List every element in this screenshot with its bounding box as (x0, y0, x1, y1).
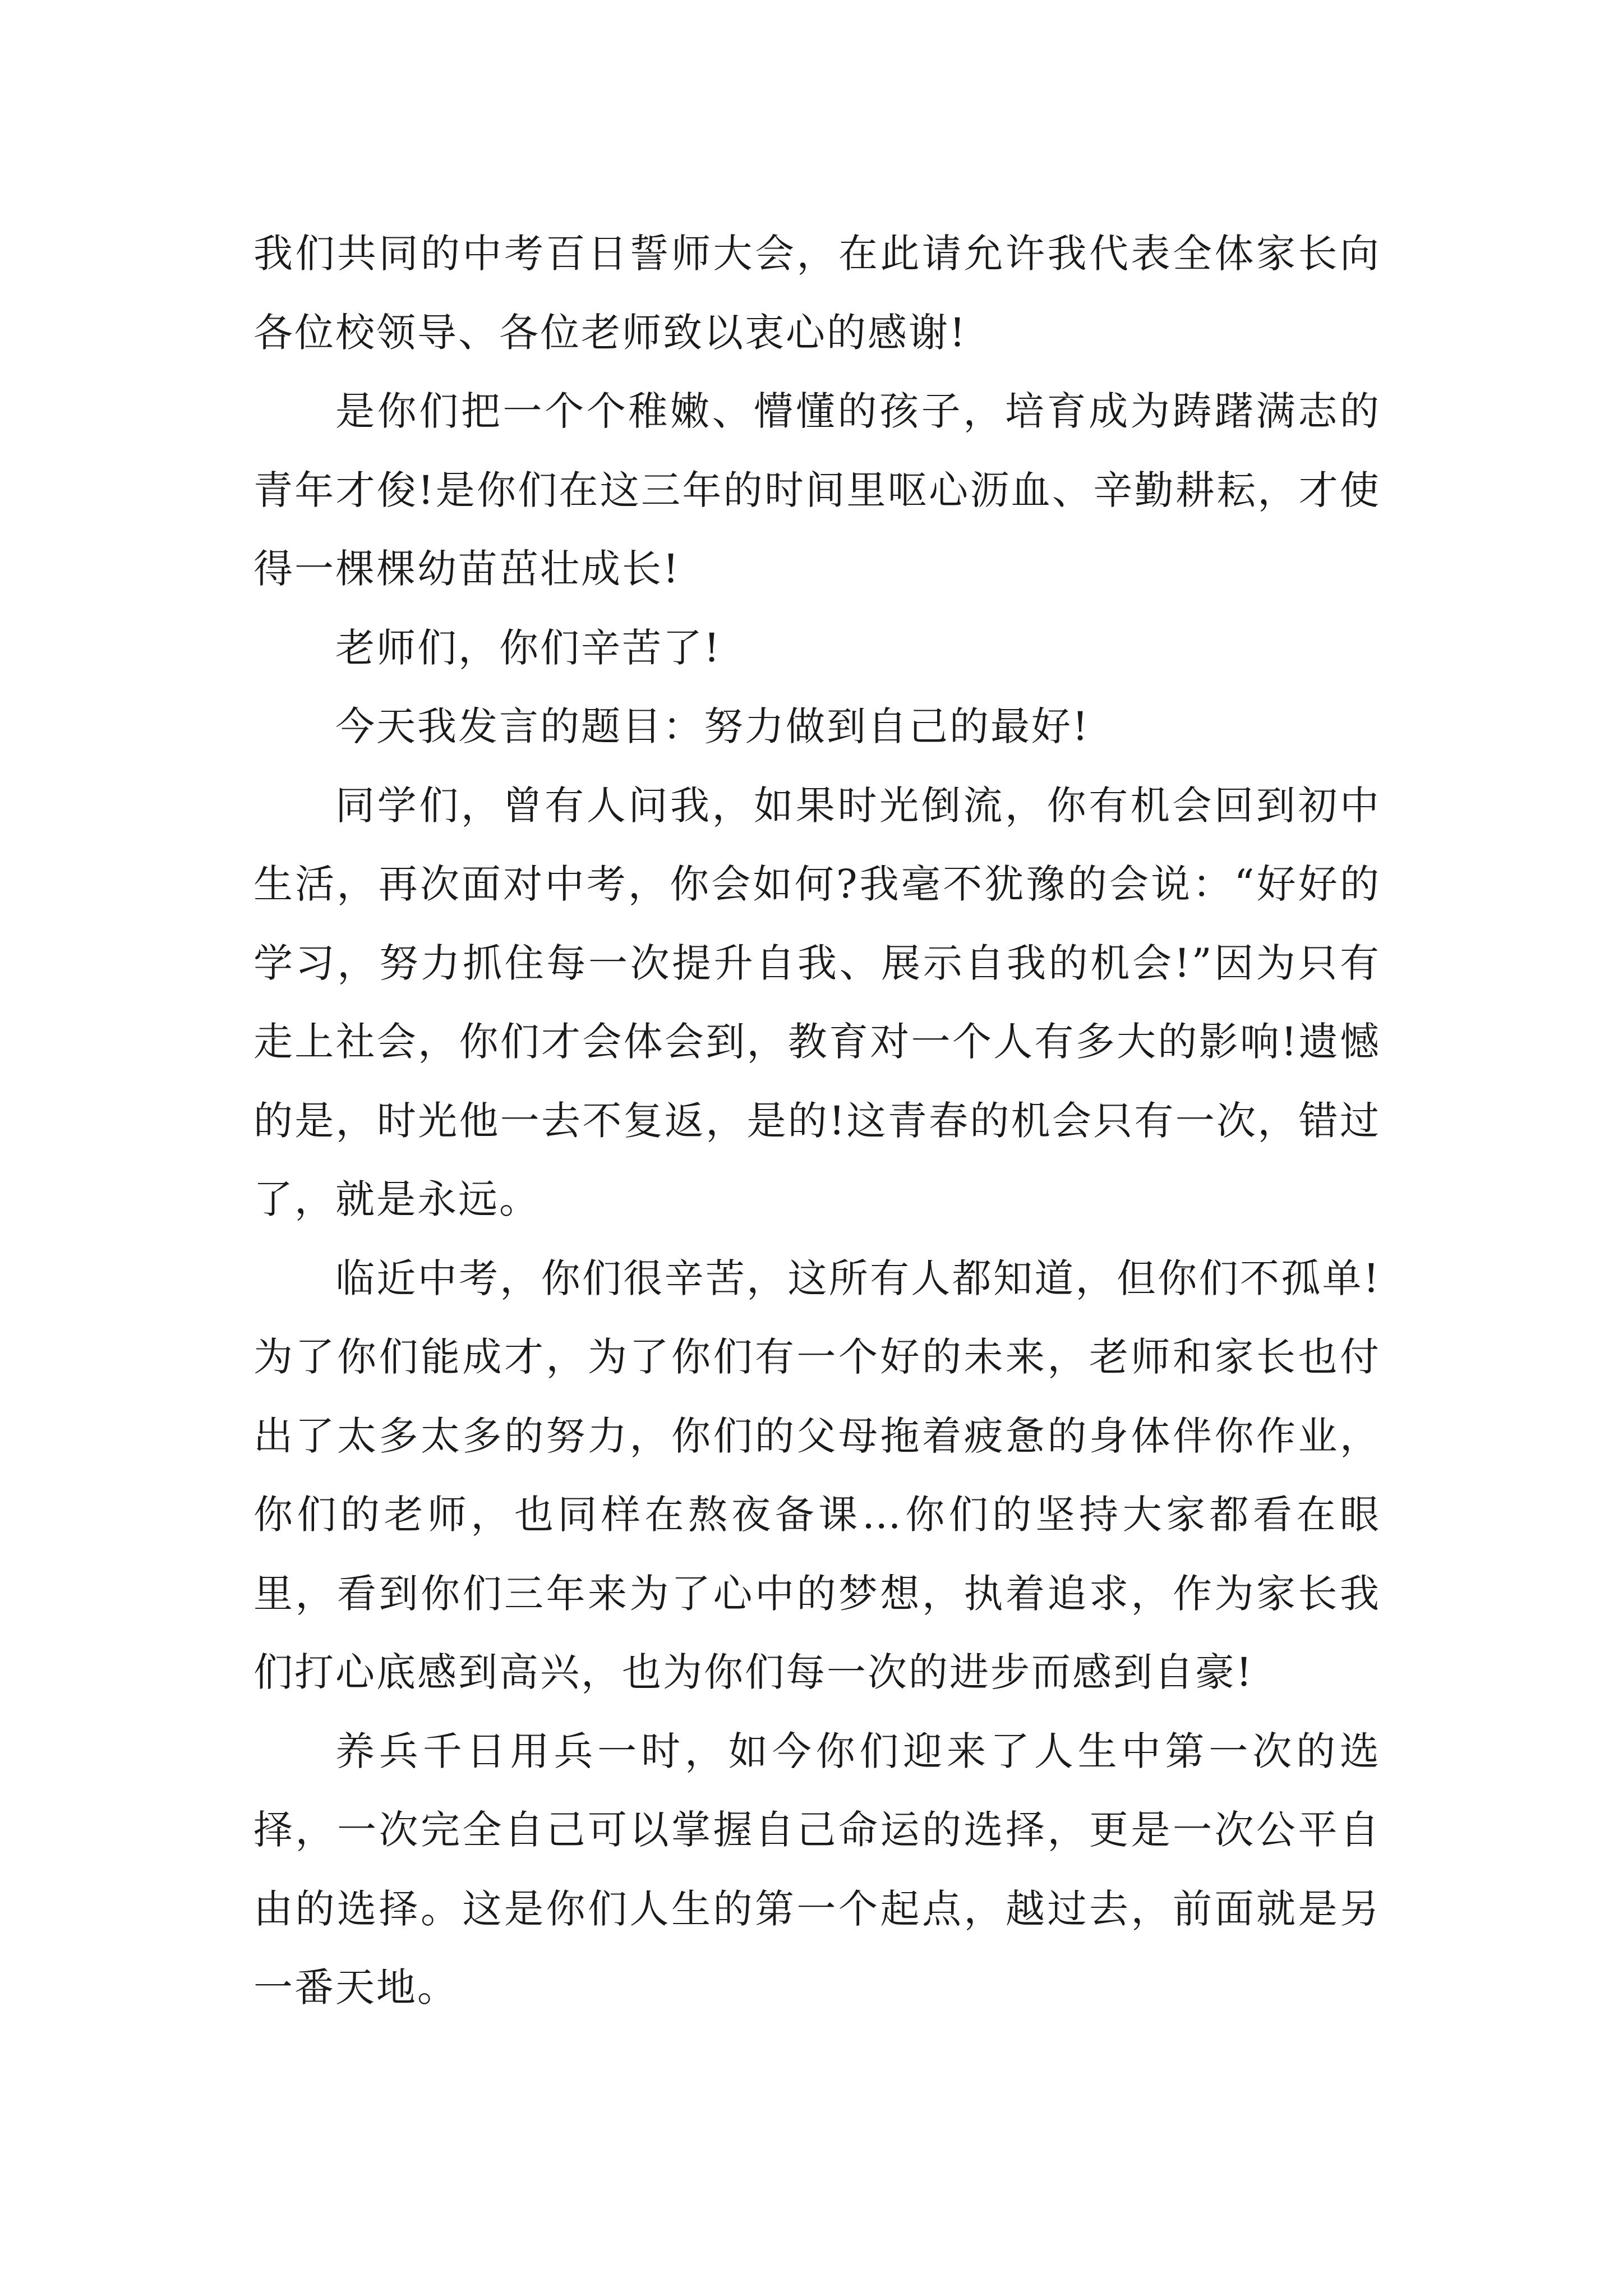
paragraph-first-choice: 养兵千日用兵一时，如今你们迎来了人生中第一次的选择，一次完全自己可以掌握自己命运的选择，更是一次公平自由的选择。这是你们人生的第一个起点，越过去，前面就是另一番天地。 (253, 1728, 1381, 2010)
paragraph-teacher-praise: 是你们把一个个稚嫩、懵懂的孩子，培育成为踌躇满志的青年才俊!是你们在这三年的时间里呕心沥血、辛勤耕耘，才使得一棵棵幼苗茁壮成长! (253, 388, 1381, 592)
speech-text-body (253, 214, 1381, 2027)
paragraph-continued-thanks: 我们共同的中考百日誓师大会，在此请允许我代表全体家长向各位校领导、各位老师致以衷心的感谢! (253, 231, 1381, 356)
paragraph-exam-hardship: 临近中考，你们很辛苦，这所有人都知道，但你们不孤单!为了你们能成才，为了你们有一个好的未来，老师和家长也付出了太多太多的努力，你们的父母拖着疲惫的身体伴你作业，你们的老师，也同样在熬夜备课…你们的坚持大家都看在眼里，看到你们三年来为了心中的梦想，执着追求，作为家长我们打心底感到高兴，也为你们每一次的进步而感到自豪! (253, 1255, 1381, 1695)
paragraph-speech-topic: 今天我发言的题目：努力做到自己的最好! (335, 703, 1090, 749)
paragraph-students-address: 同学们，曾有人问我，如果时光倒流，你有机会回到初中生活，再次面对中考，你会如何?我毫不犹豫的会说：“好好的学习，努力抓住每一次提升自我、展示自我的机会!”因为只有走上社会，你们才会体会到，教育对一个人有多大的影响!遗憾的是，时光他一去不复返，是的!这青春的机会只有一次，错过了，就是永远。 (253, 782, 1381, 1222)
paragraph-teachers-thanks: 老师们，你们辛苦了! (335, 624, 722, 671)
